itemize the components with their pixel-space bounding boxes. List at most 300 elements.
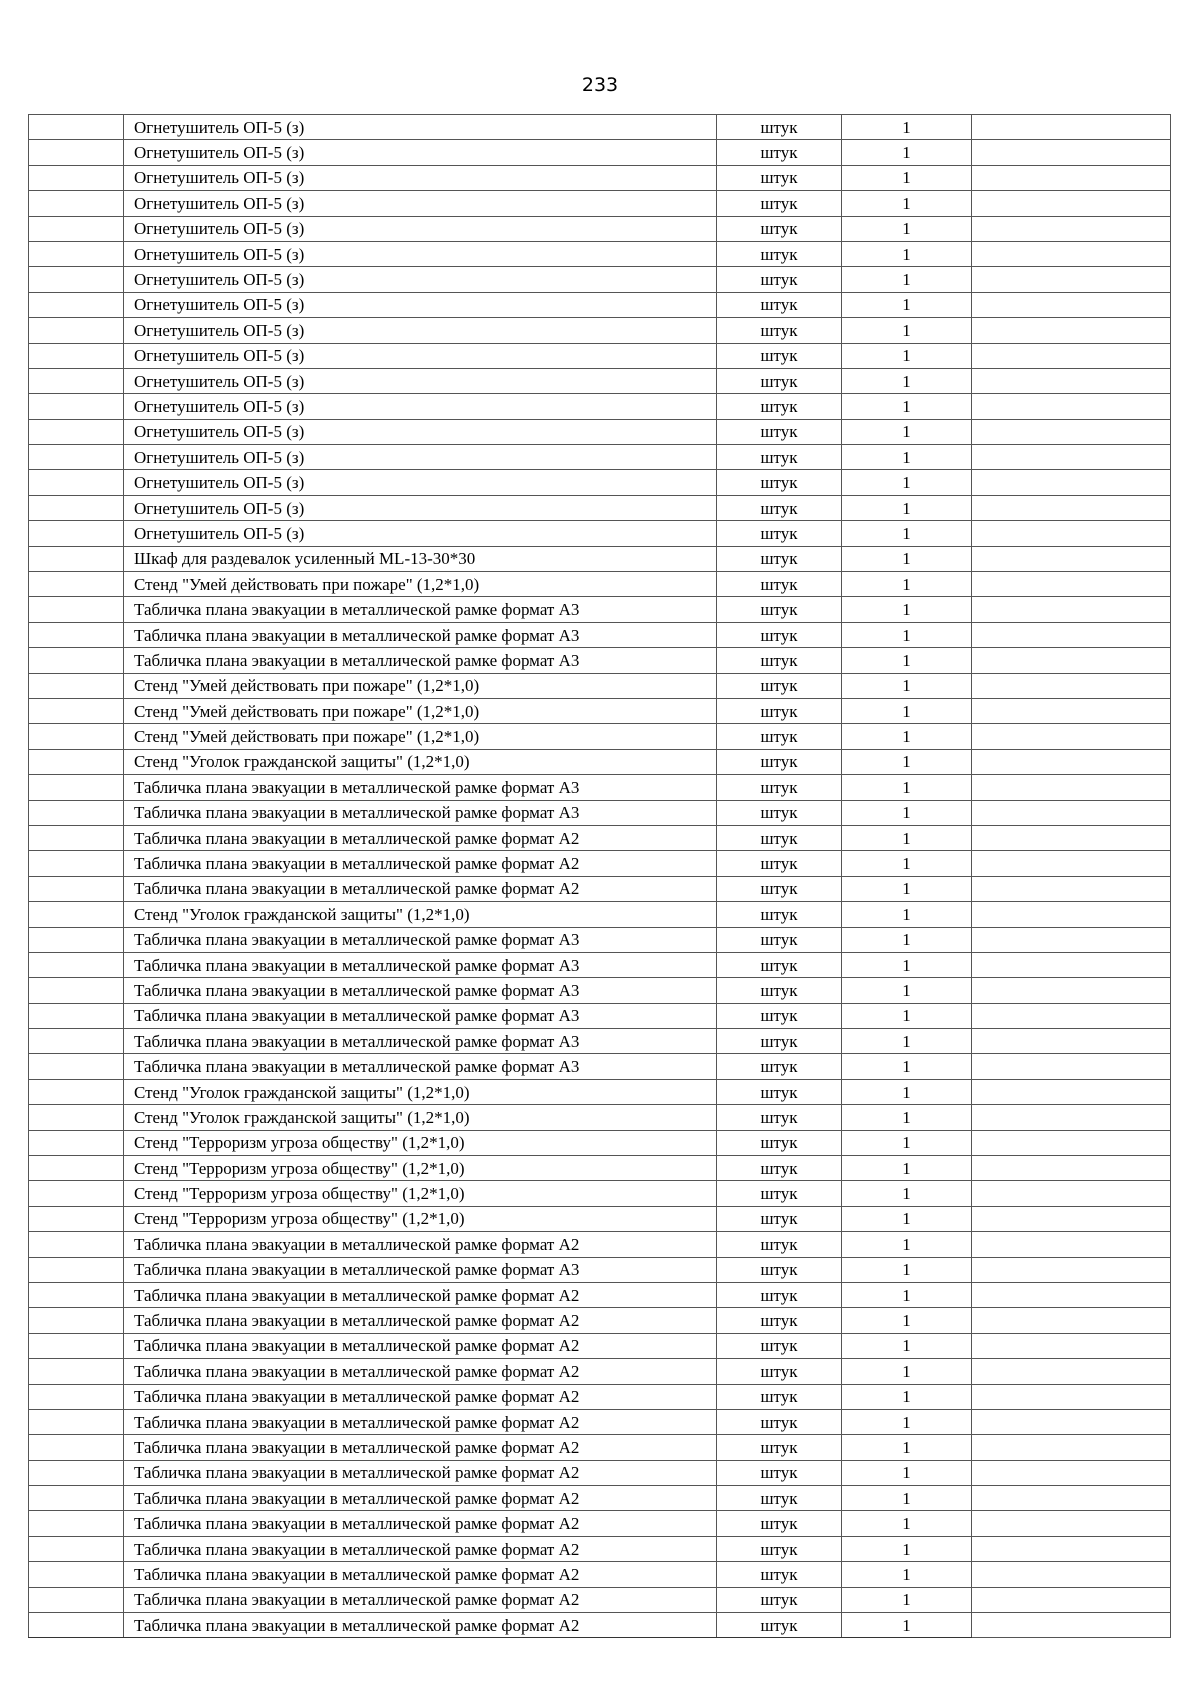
table-row — [29, 1054, 1171, 1079]
quantity-cell: 1 — [842, 1029, 972, 1054]
note-cell — [972, 1282, 1171, 1307]
note-cell — [972, 343, 1171, 368]
row-number-cell — [29, 445, 124, 470]
note-cell — [972, 825, 1171, 850]
item-name-cell: Огнетушитель ОП-5 (з) — [124, 343, 717, 368]
item-name-cell: Табличка плана эвакуации в металлической рамке формат А2 — [124, 1562, 717, 1587]
unit-cell: штук — [717, 1308, 842, 1333]
item-name-cell: Табличка плана эвакуации в металлической рамке формат А2 — [124, 1511, 717, 1536]
row-number-cell — [29, 876, 124, 901]
item-name-cell: Огнетушитель ОП-5 (з) — [124, 267, 717, 292]
unit-cell: штук — [717, 1435, 842, 1460]
unit-cell: штук — [717, 546, 842, 571]
note-cell — [972, 952, 1171, 977]
table-row — [29, 749, 1171, 774]
row-number-cell — [29, 572, 124, 597]
row-number-cell — [29, 546, 124, 571]
note-cell — [972, 775, 1171, 800]
row-number-cell — [29, 927, 124, 952]
row-number-cell — [29, 368, 124, 393]
row-number-cell — [29, 978, 124, 1003]
note-cell — [972, 165, 1171, 190]
table-row — [29, 191, 1171, 216]
note-cell — [972, 1029, 1171, 1054]
unit-cell: штук — [717, 673, 842, 698]
note-cell — [972, 749, 1171, 774]
table-row — [29, 343, 1171, 368]
quantity-cell: 1 — [842, 318, 972, 343]
item-name-cell: Табличка плана эвакуации в металлической рамке формат А2 — [124, 1435, 717, 1460]
note-cell — [972, 140, 1171, 165]
unit-cell: штук — [717, 1257, 842, 1282]
unit-cell: штук — [717, 1562, 842, 1587]
note-cell — [972, 292, 1171, 317]
unit-cell: штук — [717, 851, 842, 876]
note-cell — [972, 572, 1171, 597]
unit-cell: штук — [717, 1105, 842, 1130]
row-number-cell — [29, 1130, 124, 1155]
item-name-cell: Табличка плана эвакуации в металлической рамке формат А2 — [124, 1486, 717, 1511]
item-name-cell: Табличка плана эвакуации в металлической рамке формат А3 — [124, 978, 717, 1003]
quantity-cell: 1 — [842, 419, 972, 444]
inventory-table — [28, 114, 1171, 1638]
quantity-cell: 1 — [842, 1435, 972, 1460]
unit-cell: штук — [717, 521, 842, 546]
quantity-cell: 1 — [842, 292, 972, 317]
unit-cell: штук — [717, 115, 842, 140]
unit-cell: штук — [717, 216, 842, 241]
quantity-cell: 1 — [842, 1486, 972, 1511]
row-number-cell — [29, 1105, 124, 1130]
quantity-cell: 1 — [842, 1359, 972, 1384]
note-cell — [972, 267, 1171, 292]
unit-cell: штук — [717, 927, 842, 952]
table-row — [29, 495, 1171, 520]
row-number-cell — [29, 1156, 124, 1181]
row-number-cell — [29, 521, 124, 546]
table-row — [29, 825, 1171, 850]
item-name-cell: Табличка плана эвакуации в металлической рамке формат А2 — [124, 1409, 717, 1434]
item-name-cell: Табличка плана эвакуации в металлической рамке формат А3 — [124, 1054, 717, 1079]
row-number-cell — [29, 1181, 124, 1206]
item-name-cell: Стенд "Уголок гражданской защиты" (1,2*1,0) — [124, 1105, 717, 1130]
note-cell — [972, 1613, 1171, 1638]
item-name-cell: Табличка плана эвакуации в металлической рамке формат А2 — [124, 1282, 717, 1307]
quantity-cell: 1 — [842, 1587, 972, 1612]
item-name-cell: Огнетушитель ОП-5 (з) — [124, 521, 717, 546]
unit-cell: штук — [717, 1029, 842, 1054]
quantity-cell: 1 — [842, 191, 972, 216]
note-cell — [972, 648, 1171, 673]
quantity-cell: 1 — [842, 1613, 972, 1638]
unit-cell: штук — [717, 343, 842, 368]
table-row — [29, 1105, 1171, 1130]
item-name-cell: Огнетушитель ОП-5 (з) — [124, 241, 717, 266]
note-cell — [972, 1308, 1171, 1333]
note-cell — [972, 622, 1171, 647]
quantity-cell: 1 — [842, 927, 972, 952]
item-name-cell: Шкаф для раздевалок усиленный ML-13-30*30 — [124, 546, 717, 571]
table-row — [29, 292, 1171, 317]
table-row — [29, 267, 1171, 292]
note-cell — [972, 1105, 1171, 1130]
item-name-cell: Огнетушитель ОП-5 (з) — [124, 140, 717, 165]
note-cell — [972, 800, 1171, 825]
table-row — [29, 1232, 1171, 1257]
row-number-cell — [29, 622, 124, 647]
row-number-cell — [29, 1359, 124, 1384]
item-name-cell: Огнетушитель ОП-5 (з) — [124, 318, 717, 343]
unit-cell: штук — [717, 1613, 842, 1638]
table-row — [29, 521, 1171, 546]
row-number-cell — [29, 1613, 124, 1638]
unit-cell: штук — [717, 978, 842, 1003]
note-cell — [972, 1460, 1171, 1485]
note-cell — [972, 876, 1171, 901]
item-name-cell: Стенд "Терроризм угроза обществу" (1,2*1,0) — [124, 1156, 717, 1181]
note-cell — [972, 1409, 1171, 1434]
quantity-cell: 1 — [842, 1003, 972, 1028]
item-name-cell: Табличка плана эвакуации в металлической рамке формат А2 — [124, 1232, 717, 1257]
unit-cell: штук — [717, 165, 842, 190]
row-number-cell — [29, 1333, 124, 1358]
item-name-cell: Стенд "Умей действовать при пожаре" (1,2*1,0) — [124, 698, 717, 723]
unit-cell: штук — [717, 267, 842, 292]
item-name-cell: Стенд "Уголок гражданской защиты" (1,2*1,0) — [124, 749, 717, 774]
note-cell — [972, 1232, 1171, 1257]
quantity-cell: 1 — [842, 622, 972, 647]
note-cell — [972, 445, 1171, 470]
table-row — [29, 851, 1171, 876]
note-cell — [972, 1384, 1171, 1409]
page-number: 233 — [581, 74, 619, 96]
table-row — [29, 1536, 1171, 1561]
note-cell — [972, 1333, 1171, 1358]
note-cell — [972, 521, 1171, 546]
note-cell — [972, 851, 1171, 876]
quantity-cell: 1 — [842, 445, 972, 470]
table-row — [29, 1587, 1171, 1612]
row-number-cell — [29, 115, 124, 140]
row-number-cell — [29, 1536, 124, 1561]
note-cell — [972, 191, 1171, 216]
table-row — [29, 1359, 1171, 1384]
quantity-cell: 1 — [842, 1257, 972, 1282]
table-row — [29, 1460, 1171, 1485]
quantity-cell: 1 — [842, 1333, 972, 1358]
quantity-cell: 1 — [842, 1308, 972, 1333]
quantity-cell: 1 — [842, 572, 972, 597]
quantity-cell: 1 — [842, 698, 972, 723]
row-number-cell — [29, 1587, 124, 1612]
note-cell — [972, 1181, 1171, 1206]
note-cell — [972, 1156, 1171, 1181]
row-number-cell — [29, 1511, 124, 1536]
quantity-cell: 1 — [842, 597, 972, 622]
item-name-cell: Огнетушитель ОП-5 (з) — [124, 470, 717, 495]
quantity-cell: 1 — [842, 368, 972, 393]
unit-cell: штук — [717, 241, 842, 266]
table-row — [29, 622, 1171, 647]
table-row — [29, 546, 1171, 571]
quantity-cell: 1 — [842, 800, 972, 825]
table-row — [29, 1130, 1171, 1155]
item-name-cell: Табличка плана эвакуации в металлической рамке формат А3 — [124, 622, 717, 647]
row-number-cell — [29, 851, 124, 876]
table-row — [29, 419, 1171, 444]
item-name-cell: Стенд "Терроризм угроза обществу" (1,2*1,0) — [124, 1181, 717, 1206]
item-name-cell: Табличка плана эвакуации в металлической рамке формат А2 — [124, 1587, 717, 1612]
unit-cell: штук — [717, 1384, 842, 1409]
quantity-cell: 1 — [842, 1511, 972, 1536]
quantity-cell: 1 — [842, 724, 972, 749]
row-number-cell — [29, 241, 124, 266]
item-name-cell: Стенд "Терроризм угроза обществу" (1,2*1,0) — [124, 1206, 717, 1231]
note-cell — [972, 673, 1171, 698]
item-name-cell: Табличка плана эвакуации в металлической рамке формат А2 — [124, 1460, 717, 1485]
unit-cell: штук — [717, 952, 842, 977]
unit-cell: штук — [717, 1282, 842, 1307]
row-number-cell — [29, 1486, 124, 1511]
table-row — [29, 927, 1171, 952]
item-name-cell: Табличка плана эвакуации в металлической рамке формат А3 — [124, 1257, 717, 1282]
quantity-cell: 1 — [842, 343, 972, 368]
quantity-cell: 1 — [842, 394, 972, 419]
item-name-cell: Табличка плана эвакуации в металлической рамке формат А3 — [124, 1003, 717, 1028]
row-number-cell — [29, 1409, 124, 1434]
quantity-cell: 1 — [842, 902, 972, 927]
quantity-cell: 1 — [842, 267, 972, 292]
table-row — [29, 648, 1171, 673]
note-cell — [972, 1054, 1171, 1079]
row-number-cell — [29, 419, 124, 444]
table-row — [29, 1181, 1171, 1206]
row-number-cell — [29, 1029, 124, 1054]
unit-cell: штук — [717, 1359, 842, 1384]
row-number-cell — [29, 1079, 124, 1104]
unit-cell: штук — [717, 800, 842, 825]
row-number-cell — [29, 1460, 124, 1485]
unit-cell: штук — [717, 1409, 842, 1434]
table-row — [29, 673, 1171, 698]
quantity-cell: 1 — [842, 1054, 972, 1079]
quantity-cell: 1 — [842, 876, 972, 901]
item-name-cell: Огнетушитель ОП-5 (з) — [124, 216, 717, 241]
item-name-cell: Огнетушитель ОП-5 (з) — [124, 165, 717, 190]
unit-cell: штук — [717, 1130, 842, 1155]
note-cell — [972, 1562, 1171, 1587]
item-name-cell: Стенд "Терроризм угроза обществу" (1,2*1,0) — [124, 1130, 717, 1155]
note-cell — [972, 495, 1171, 520]
note-cell — [972, 546, 1171, 571]
table-row — [29, 470, 1171, 495]
table-row — [29, 597, 1171, 622]
quantity-cell: 1 — [842, 1232, 972, 1257]
quantity-cell: 1 — [842, 648, 972, 673]
table-row — [29, 952, 1171, 977]
table-row — [29, 978, 1171, 1003]
unit-cell: штук — [717, 1536, 842, 1561]
row-number-cell — [29, 597, 124, 622]
row-number-cell — [29, 1232, 124, 1257]
item-name-cell: Стенд "Уголок гражданской защиты" (1,2*1,0) — [124, 902, 717, 927]
note-cell — [972, 368, 1171, 393]
unit-cell: штук — [717, 648, 842, 673]
note-cell — [972, 1003, 1171, 1028]
unit-cell: штук — [717, 622, 842, 647]
unit-cell: штук — [717, 495, 842, 520]
item-name-cell: Стенд "Умей действовать при пожаре" (1,2*1,0) — [124, 572, 717, 597]
item-name-cell: Огнетушитель ОП-5 (з) — [124, 115, 717, 140]
quantity-cell: 1 — [842, 673, 972, 698]
table-row — [29, 165, 1171, 190]
unit-cell: штук — [717, 698, 842, 723]
unit-cell: штук — [717, 1333, 842, 1358]
row-number-cell — [29, 1003, 124, 1028]
row-number-cell — [29, 749, 124, 774]
table-row — [29, 1029, 1171, 1054]
item-name-cell: Огнетушитель ОП-5 (з) — [124, 191, 717, 216]
quantity-cell: 1 — [842, 546, 972, 571]
note-cell — [972, 1435, 1171, 1460]
quantity-cell: 1 — [842, 165, 972, 190]
unit-cell: штук — [717, 1156, 842, 1181]
item-name-cell: Табличка плана эвакуации в металлической рамке формат А3 — [124, 597, 717, 622]
item-name-cell: Огнетушитель ОП-5 (з) — [124, 495, 717, 520]
unit-cell: штук — [717, 1232, 842, 1257]
unit-cell: штук — [717, 191, 842, 216]
quantity-cell: 1 — [842, 1130, 972, 1155]
note-cell — [972, 1130, 1171, 1155]
quantity-cell: 1 — [842, 775, 972, 800]
note-cell — [972, 318, 1171, 343]
table-row — [29, 318, 1171, 343]
item-name-cell: Табличка плана эвакуации в металлической рамке формат А2 — [124, 876, 717, 901]
note-cell — [972, 470, 1171, 495]
quantity-cell: 1 — [842, 470, 972, 495]
note-cell — [972, 1587, 1171, 1612]
row-number-cell — [29, 318, 124, 343]
unit-cell: штук — [717, 1511, 842, 1536]
row-number-cell — [29, 952, 124, 977]
item-name-cell: Табличка плана эвакуации в металлической рамке формат А2 — [124, 1536, 717, 1561]
note-cell — [972, 698, 1171, 723]
note-cell — [972, 1257, 1171, 1282]
table-row — [29, 216, 1171, 241]
quantity-cell: 1 — [842, 1282, 972, 1307]
item-name-cell: Табличка плана эвакуации в металлической рамке формат А2 — [124, 1613, 717, 1638]
note-cell — [972, 394, 1171, 419]
item-name-cell: Табличка плана эвакуации в металлической рамке формат А3 — [124, 927, 717, 952]
unit-cell: штук — [717, 292, 842, 317]
row-number-cell — [29, 1206, 124, 1231]
row-number-cell — [29, 698, 124, 723]
table-row — [29, 1435, 1171, 1460]
unit-cell: штук — [717, 749, 842, 774]
unit-cell: штук — [717, 368, 842, 393]
quantity-cell: 1 — [842, 851, 972, 876]
row-number-cell — [29, 1257, 124, 1282]
note-cell — [972, 1486, 1171, 1511]
table-row — [29, 775, 1171, 800]
table-row — [29, 1003, 1171, 1028]
item-name-cell: Огнетушитель ОП-5 (з) — [124, 445, 717, 470]
quantity-cell: 1 — [842, 241, 972, 266]
note-cell — [972, 597, 1171, 622]
table-row — [29, 394, 1171, 419]
note-cell — [972, 1511, 1171, 1536]
unit-cell: штук — [717, 1003, 842, 1028]
note-cell — [972, 115, 1171, 140]
item-name-cell: Табличка плана эвакуации в металлической рамке формат А3 — [124, 648, 717, 673]
item-name-cell: Огнетушитель ОП-5 (з) — [124, 368, 717, 393]
inventory-table-body — [29, 115, 1171, 1638]
table-row — [29, 698, 1171, 723]
table-row — [29, 876, 1171, 901]
quantity-cell: 1 — [842, 1536, 972, 1561]
quantity-cell: 1 — [842, 495, 972, 520]
table-row — [29, 1511, 1171, 1536]
row-number-cell — [29, 470, 124, 495]
row-number-cell — [29, 1435, 124, 1460]
table-row — [29, 1613, 1171, 1638]
row-number-cell — [29, 648, 124, 673]
row-number-cell — [29, 1384, 124, 1409]
table-row — [29, 1333, 1171, 1358]
note-cell — [972, 1079, 1171, 1104]
quantity-cell: 1 — [842, 216, 972, 241]
row-number-cell — [29, 267, 124, 292]
quantity-cell: 1 — [842, 1384, 972, 1409]
note-cell — [972, 241, 1171, 266]
unit-cell: штук — [717, 775, 842, 800]
unit-cell: штук — [717, 724, 842, 749]
row-number-cell — [29, 495, 124, 520]
row-number-cell — [29, 724, 124, 749]
unit-cell: штук — [717, 1486, 842, 1511]
table-row — [29, 1156, 1171, 1181]
table-row — [29, 1486, 1171, 1511]
row-number-cell — [29, 1308, 124, 1333]
note-cell — [972, 216, 1171, 241]
unit-cell: штук — [717, 394, 842, 419]
table-row — [29, 140, 1171, 165]
item-name-cell: Табличка плана эвакуации в металлической рамке формат А3 — [124, 952, 717, 977]
row-number-cell — [29, 1054, 124, 1079]
quantity-cell: 1 — [842, 1181, 972, 1206]
quantity-cell: 1 — [842, 1079, 972, 1104]
note-cell — [972, 1536, 1171, 1561]
unit-cell: штук — [717, 318, 842, 343]
row-number-cell — [29, 292, 124, 317]
unit-cell: штук — [717, 1460, 842, 1485]
note-cell — [972, 1206, 1171, 1231]
row-number-cell — [29, 1562, 124, 1587]
unit-cell: штук — [717, 876, 842, 901]
row-number-cell — [29, 394, 124, 419]
quantity-cell: 1 — [842, 1156, 972, 1181]
note-cell — [972, 1359, 1171, 1384]
table-row — [29, 1257, 1171, 1282]
item-name-cell: Огнетушитель ОП-5 (з) — [124, 394, 717, 419]
unit-cell: штук — [717, 902, 842, 927]
item-name-cell: Табличка плана эвакуации в металлической рамке формат А2 — [124, 1384, 717, 1409]
item-name-cell: Табличка плана эвакуации в металлической рамке формат А3 — [124, 1029, 717, 1054]
table-row — [29, 800, 1171, 825]
quantity-cell: 1 — [842, 115, 972, 140]
item-name-cell: Табличка плана эвакуации в металлической рамке формат А3 — [124, 800, 717, 825]
row-number-cell — [29, 825, 124, 850]
